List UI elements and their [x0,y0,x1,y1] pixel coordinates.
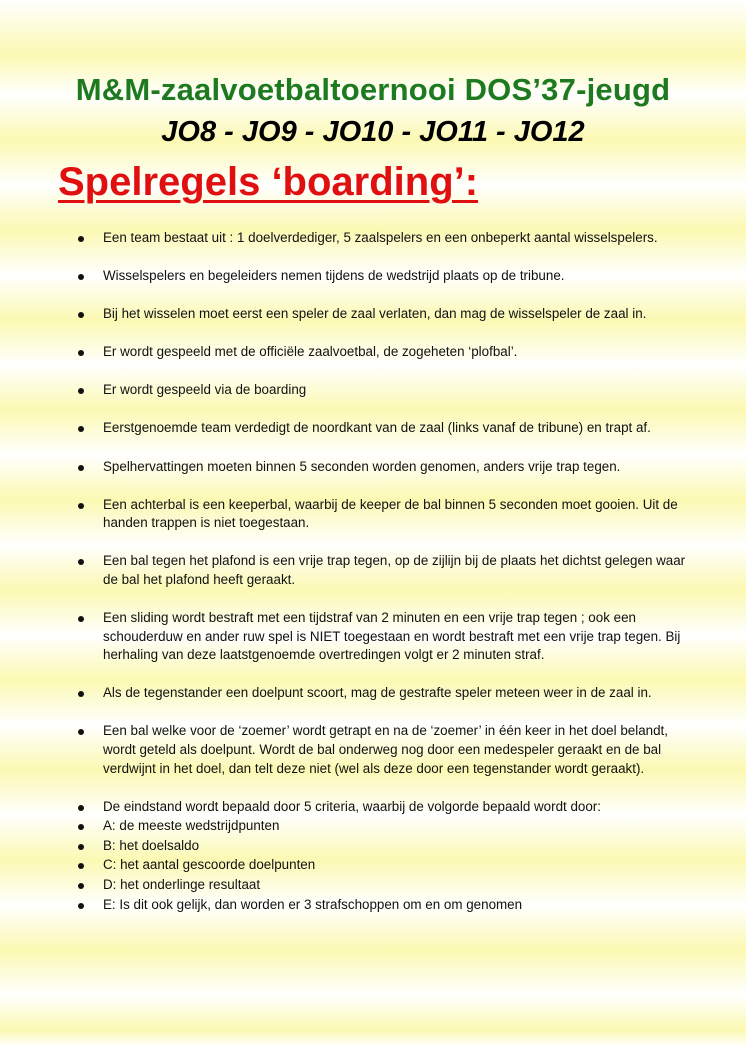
list-item [78,609,688,665]
rule-text: Een bal welke voor de ‘zoemer’ wordt getrapt en na de ‘zoemer’ in één keer in het doel belandt, wordt geteld als doelpunt. Wordt de bal onderweg nog door een medespeler geraakt en de bal verdwijnt in het doel, dan telt deze niet (wel als deze door een tegenstander wordt geraakt). [103,723,668,776]
bullet-icon [78,388,84,394]
list-item [78,267,688,286]
list-item [78,381,688,400]
rule-text: Een team bestaat uit : 1 doelverdediger, 5 zaalspelers en een onbeperkt aantal wisselspelers. [103,230,658,245]
bullet-icon [78,274,84,280]
rule-text: Eerstgenoemde team verdedigt de noordkant van de zaal (links vanaf de tribune) en trapt af. [103,420,651,436]
bullet-icon [78,844,84,850]
list-item [78,684,688,703]
list-item [78,722,688,778]
criterion-text: E: Is dit ook gelijk, dan worden er 3 strafschoppen om en om genomen [103,896,523,912]
rules-heading: Spelregels ‘boarding’: [58,160,479,204]
bullet-icon [78,883,84,889]
bullet-icon [78,503,84,509]
list-item [78,817,688,836]
age-groups-subtitle: JO8 - JO9 - JO10 - JO11 - JO12 [161,116,585,148]
rule-text: Een bal tegen het plafond is een vrije trap tegen, op de zijlijn bij de plaats het dichtst gelegen waar de bal het plafond heeft geraakt. [103,553,686,587]
rule-text: Er wordt gespeeld via de boarding [103,382,307,398]
list-item [78,837,688,856]
bullet-icon [78,312,84,318]
rule-text: Een sliding wordt bestraft met een tijdstraf van 2 minuten en een vrije trap tegen ; ook een schouderduw en ander ruw spel is NIET toegestaan en wordt bestraft met een vrije trap tegen. Bij herhaling van deze laatstgenoemde overtredingen volgt er 2 minuten straf. [103,610,681,663]
bullet-icon [78,903,84,909]
bullet-icon [78,805,84,811]
list-item [78,419,688,438]
bullet-icon [78,350,84,356]
rule-text: Als de tegenstander een doelpunt scoort, mag de gestrafte speler meteen weer in de zaal in. [103,685,652,701]
rule-text: Een achterbal is een keeperbal, waarbij de keeper de bal binnen 5 seconden moet gooien. Uit de handen trappen is niet toegestaan. [103,496,678,531]
criterion-text: D: het onderlinge resultaat [103,877,261,893]
rule-text: De eindstand wordt bepaald door 5 criteria, waarbij de volgorde bepaald wordt door: [103,798,601,814]
list-item [78,229,688,248]
bullet-icon [78,863,84,869]
criterion-text: A: de meeste wedstrijdpunten [103,818,280,834]
rule-text: Bij het wisselen moet eerst een speler de zaal verlaten, dan mag de wisselspeler de zaal in. [103,306,647,322]
list-item [78,896,688,915]
bullet-icon [78,691,84,697]
list-item [78,496,688,533]
bullet-icon [78,824,84,830]
bullet-icon [78,559,84,565]
rule-text: Er wordt gespeeld met de officiële zaalvoetbal, de zogeheten ‘plofbal’. [103,344,518,360]
list-item [78,343,688,362]
bullet-icon [78,236,84,242]
list-item [78,458,688,477]
list-item [78,856,688,875]
bullet-icon [78,729,84,735]
list-item [78,552,688,589]
list-item [78,876,688,895]
criterion-text: C: het aantal gescoorde doelpunten [103,857,316,873]
criterion-text: B: het doelsaldo [103,837,200,853]
rule-text: Wisselspelers en begeleiders nemen tijdens de wedstrijd plaats op de tribune. [103,268,565,284]
bullet-icon [78,426,84,432]
list-item [78,798,688,817]
rules-list [78,229,688,915]
bullet-icon [78,616,84,622]
list-item [78,305,688,324]
rule-text: Spelhervattingen moeten binnen 5 seconden worden genomen, anders vrije trap tegen. [103,458,621,474]
page-title: M&M-zaalvoetbaltoernooi DOS’37-jeugd [75,72,671,107]
bullet-icon [78,465,84,471]
